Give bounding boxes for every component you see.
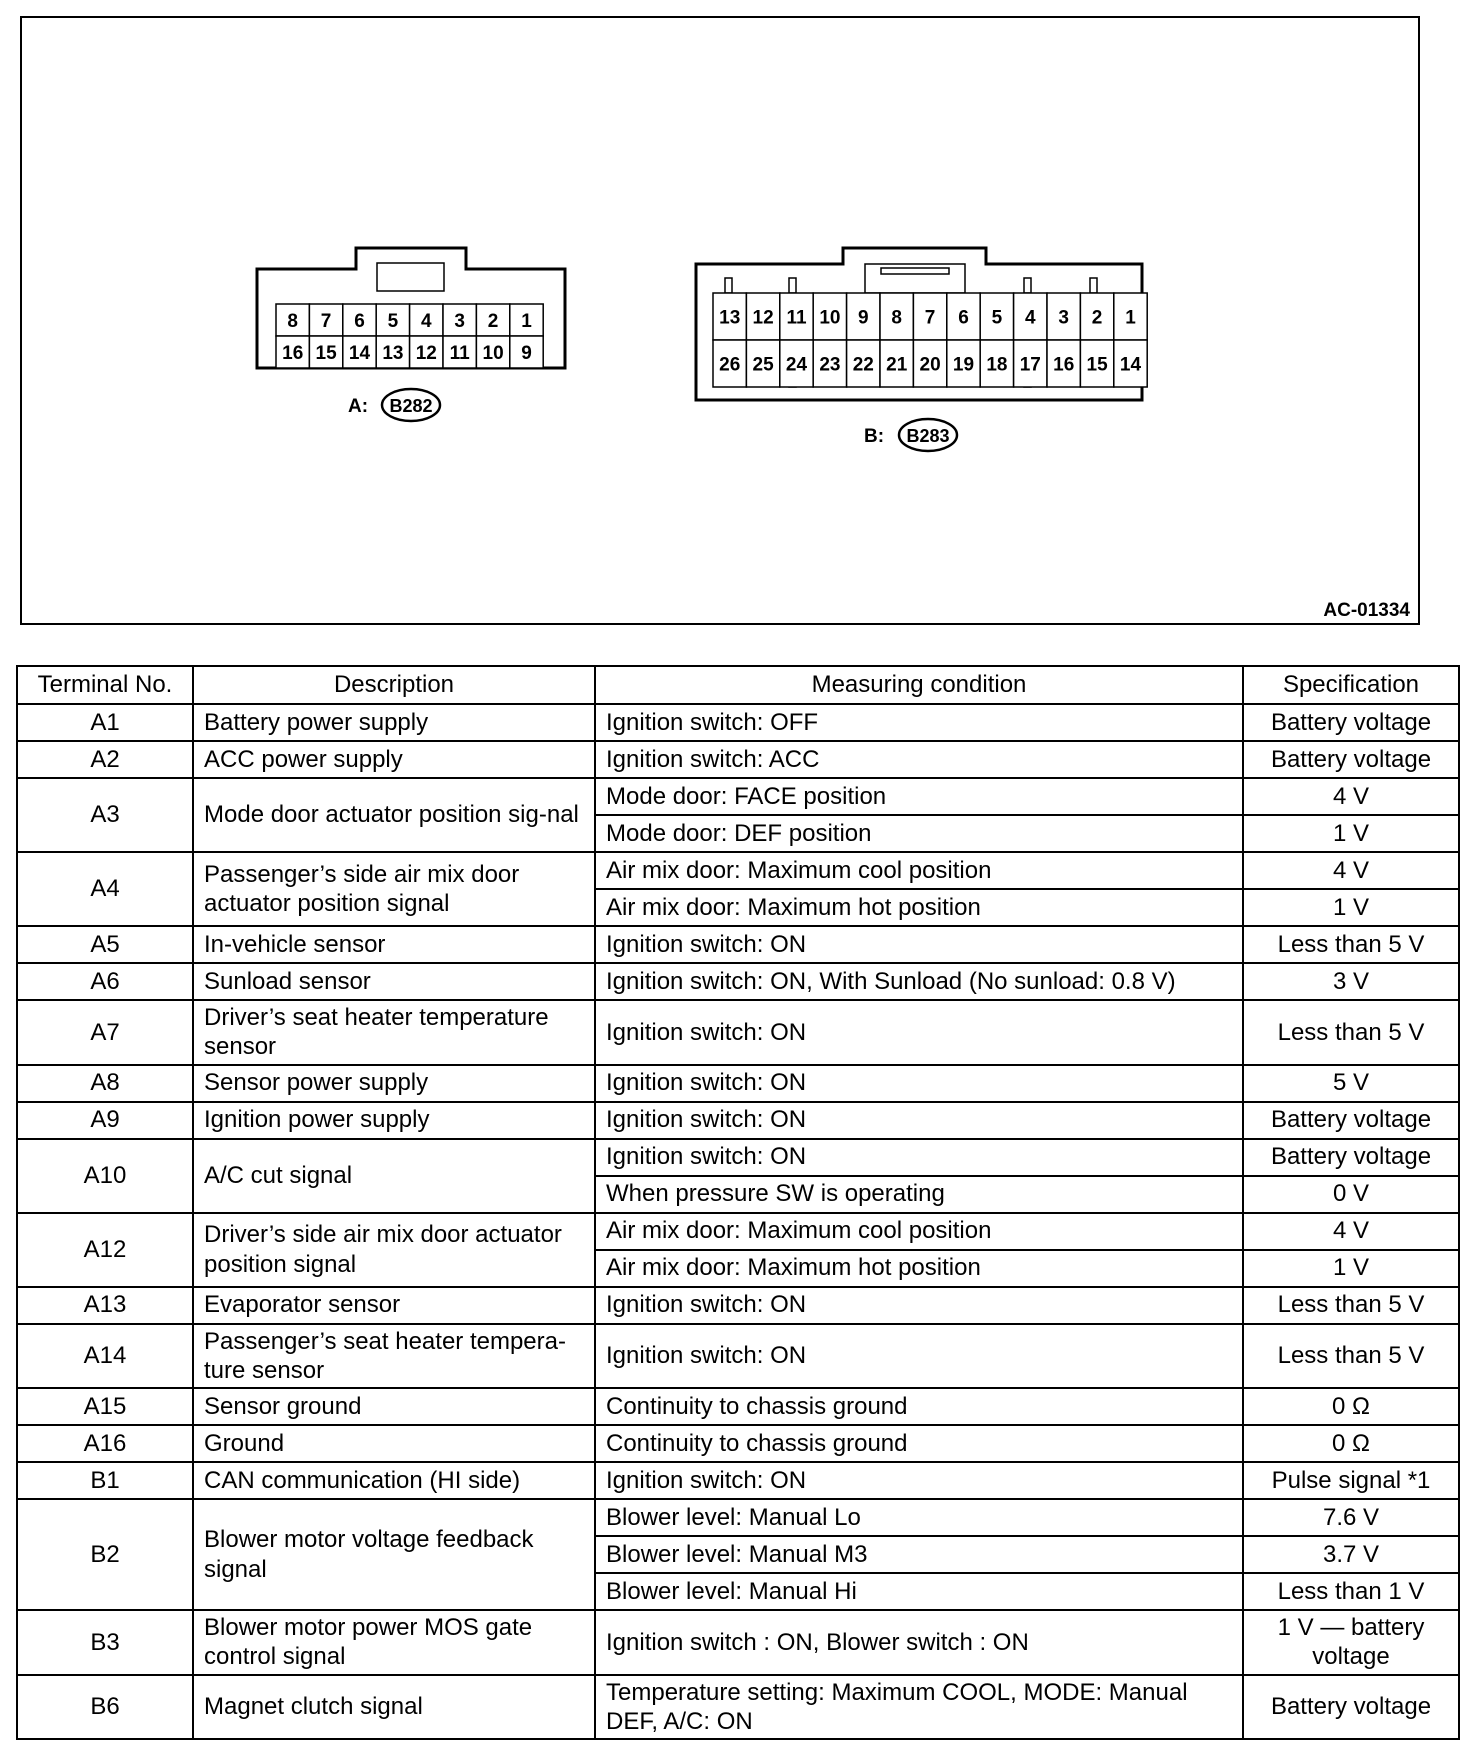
pin-number: 20 — [919, 354, 941, 376]
pin-number: 13 — [719, 307, 741, 329]
pin-number: 7 — [924, 307, 936, 329]
measuring-condition-cell: Air mix door: Maximum cool position — [595, 1213, 1243, 1250]
measuring-condition-cell: Ignition switch: ON — [595, 1139, 1243, 1176]
table-row — [17, 1213, 1459, 1250]
table-body — [17, 704, 1459, 1739]
figure-id: AC-01334 — [1323, 600, 1410, 621]
measuring-condition-cell: Air mix door: Maximum hot position — [595, 1250, 1243, 1287]
terminal-no-cell: A3 — [17, 778, 193, 852]
pin-number: 5 — [991, 307, 1003, 329]
measuring-condition-cell: Ignition switch: ON — [595, 1462, 1243, 1499]
table-row — [17, 1610, 1459, 1675]
pin-number: 11 — [786, 307, 807, 329]
terminal-no-cell: A6 — [17, 963, 193, 1000]
description-cell: Sensor ground — [193, 1388, 595, 1425]
pin-number: 15 — [1086, 354, 1108, 376]
specification-cell: Less than 5 V — [1243, 1287, 1459, 1324]
description-cell: A/C cut signal — [193, 1139, 595, 1213]
pin-number: 2 — [487, 311, 499, 332]
specification-cell: 1 V — [1243, 889, 1459, 926]
pin-number: 16 — [282, 343, 304, 364]
pin-number: 7 — [320, 311, 332, 332]
terminal-no-cell: A5 — [17, 926, 193, 963]
table-row — [17, 1675, 1459, 1740]
pin-number: 3 — [1058, 307, 1069, 329]
specification-cell: 5 V — [1243, 1065, 1459, 1102]
measuring-condition-cell: Ignition switch: OFF — [595, 704, 1243, 741]
measuring-condition-cell: Continuity to chassis ground — [595, 1425, 1243, 1462]
pin-number: 9 — [858, 307, 869, 329]
terminal-no-cell: A16 — [17, 1425, 193, 1462]
measuring-condition-cell: Ignition switch: ON — [595, 1324, 1243, 1389]
specification-cell: Battery voltage — [1243, 1675, 1459, 1740]
pin-number: 6 — [958, 307, 969, 329]
header-measuring-condition: Measuring condition — [595, 666, 1243, 704]
terminal-no-cell: A14 — [17, 1324, 193, 1389]
table-row — [17, 1324, 1459, 1389]
terminal-no-cell: A7 — [17, 1000, 193, 1065]
connector-a-latch — [377, 263, 444, 291]
measuring-condition-cell: Blower level: Manual Lo — [595, 1499, 1243, 1536]
pin-number: 10 — [482, 343, 504, 364]
pin-number: 4 — [421, 311, 432, 332]
pin-number: 14 — [1119, 354, 1142, 376]
specification-cell: Battery voltage — [1243, 741, 1459, 778]
table-header-row — [17, 666, 1459, 704]
measuring-condition-cell: Ignition switch : ON, Blower switch : ON — [595, 1610, 1243, 1675]
table-row — [17, 1139, 1459, 1176]
terminal-no-cell: A8 — [17, 1065, 193, 1102]
specification-cell: 7.6 V — [1243, 1499, 1459, 1536]
measuring-condition-cell: Ignition switch: ON, With Sunload (No sunload: 0.8 V) — [595, 963, 1243, 1000]
connector-b-latch-bar — [881, 268, 949, 274]
table-row — [17, 741, 1459, 778]
measuring-condition-cell: Ignition switch: ON — [595, 1065, 1243, 1102]
measuring-condition-cell: Mode door: FACE position — [595, 778, 1243, 815]
terminal-no-cell: A10 — [17, 1139, 193, 1213]
table-row — [17, 963, 1459, 1000]
measuring-condition-cell: Ignition switch: ACC — [595, 741, 1243, 778]
terminal-no-cell: B6 — [17, 1675, 193, 1740]
description-cell: Evaporator sensor — [193, 1287, 595, 1324]
table-row — [17, 1287, 1459, 1324]
header-description: Description — [193, 666, 595, 704]
specification-cell: 1 V — battery voltage — [1243, 1610, 1459, 1675]
measuring-condition-cell: Mode door: DEF position — [595, 815, 1243, 852]
pin-number: 6 — [354, 311, 365, 332]
specification-cell: 4 V — [1243, 1213, 1459, 1250]
pin-number: 24 — [785, 354, 808, 376]
pin-number: 25 — [752, 354, 774, 376]
table-row — [17, 1102, 1459, 1139]
terminal-no-cell: A4 — [17, 852, 193, 926]
pin-number: 26 — [719, 354, 741, 376]
description-cell: Mode door actuator position sig-nal — [193, 778, 595, 852]
description-cell: Ground — [193, 1425, 595, 1462]
table-row — [17, 1000, 1459, 1065]
specification-cell: 1 V — [1243, 1250, 1459, 1287]
connector-diagram — [20, 16, 1420, 626]
pin-number: 9 — [521, 343, 532, 364]
pin-number: 23 — [819, 354, 841, 376]
pin-number: 11 — [449, 343, 470, 364]
specification-cell: 4 V — [1243, 852, 1459, 889]
terminal-no-cell: B2 — [17, 1499, 193, 1610]
pin-number: 10 — [819, 307, 841, 329]
measuring-condition-cell: Blower level: Manual M3 — [595, 1536, 1243, 1573]
specification-cell: 1 V — [1243, 815, 1459, 852]
connector-b-label: B: — [864, 426, 885, 447]
description-cell: Blower motor voltage feedback signal — [193, 1499, 595, 1610]
pin-number: 8 — [287, 311, 298, 332]
pin-number: 12 — [415, 343, 437, 364]
header-specification: Specification — [1243, 666, 1459, 704]
terminal-no-cell: A2 — [17, 741, 193, 778]
description-cell: Sunload sensor — [193, 963, 595, 1000]
specification-cell: Less than 5 V — [1243, 926, 1459, 963]
table-row — [17, 1388, 1459, 1425]
measuring-condition-cell: Ignition switch: ON — [595, 1102, 1243, 1139]
measuring-condition-cell: Air mix door: Maximum cool position — [595, 852, 1243, 889]
connector-figure — [20, 16, 1420, 626]
description-cell: Magnet clutch signal — [193, 1675, 595, 1740]
specification-cell: Less than 5 V — [1243, 1000, 1459, 1065]
description-cell: CAN communication (HI side) — [193, 1462, 595, 1499]
pin-number: 21 — [886, 354, 908, 376]
table-row — [17, 704, 1459, 741]
pin-number: 14 — [348, 343, 371, 364]
terminal-no-cell: A13 — [17, 1287, 193, 1324]
table-row — [17, 1065, 1459, 1102]
pin-number: 19 — [952, 354, 975, 376]
pin-number: 12 — [752, 307, 774, 329]
description-cell: Driver’s side air mix door actuator position signal — [193, 1213, 595, 1287]
pin-number: 16 — [1053, 354, 1075, 376]
measuring-condition-cell: Ignition switch: ON — [595, 1287, 1243, 1324]
specification-cell: 3.7 V — [1243, 1536, 1459, 1573]
table-row — [17, 778, 1459, 815]
specification-cell: Battery voltage — [1243, 1139, 1459, 1176]
pin-number: 18 — [986, 354, 1008, 376]
measuring-condition-cell: Ignition switch: ON — [595, 926, 1243, 963]
measuring-condition-cell: Air mix door: Maximum hot position — [595, 889, 1243, 926]
table-row — [17, 1499, 1459, 1536]
description-cell: Battery power supply — [193, 704, 595, 741]
table-row — [17, 852, 1459, 889]
connector-a-pins — [276, 304, 543, 368]
connector-b-code: B283 — [906, 426, 950, 446]
measuring-condition-cell: Temperature setting: Maximum COOL, MODE: Manual DEF, A/C: ON — [595, 1675, 1243, 1740]
specification-cell: Battery voltage — [1243, 704, 1459, 741]
specification-cell: 3 V — [1243, 963, 1459, 1000]
description-cell: Sensor power supply — [193, 1065, 595, 1102]
description-cell: In-vehicle sensor — [193, 926, 595, 963]
description-cell: Passenger’s seat heater tempera-ture sensor — [193, 1324, 595, 1389]
measuring-condition-cell: Continuity to chassis ground — [595, 1388, 1243, 1425]
pin-number: 4 — [1025, 307, 1036, 329]
specification-cell: Battery voltage — [1243, 1102, 1459, 1139]
table-row — [17, 1462, 1459, 1499]
specification-cell: Pulse signal *1 — [1243, 1462, 1459, 1499]
specification-cell: 0 Ω — [1243, 1425, 1459, 1462]
measuring-condition-cell: When pressure SW is operating — [595, 1176, 1243, 1213]
terminal-no-cell: A9 — [17, 1102, 193, 1139]
terminal-no-cell: B1 — [17, 1462, 193, 1499]
pin-number: 1 — [1125, 307, 1136, 329]
measuring-condition-cell: Ignition switch: ON — [595, 1000, 1243, 1065]
specification-cell: 0 Ω — [1243, 1388, 1459, 1425]
measuring-condition-cell: Blower level: Manual Hi — [595, 1573, 1243, 1610]
pin-number: 13 — [382, 343, 404, 364]
terminal-no-cell: A1 — [17, 704, 193, 741]
description-cell: Ignition power supply — [193, 1102, 595, 1139]
specification-cell: 4 V — [1243, 778, 1459, 815]
pin-number: 15 — [315, 343, 337, 364]
description-cell: ACC power supply — [193, 741, 595, 778]
connector-a-code: B282 — [389, 396, 433, 416]
table-row — [17, 926, 1459, 963]
pin-number: 8 — [891, 307, 902, 329]
pin-number: 22 — [852, 354, 874, 376]
terminal-no-cell: B3 — [17, 1610, 193, 1675]
terminal-spec-table — [16, 665, 1460, 1740]
terminal-no-cell: A15 — [17, 1388, 193, 1425]
specification-cell: Less than 5 V — [1243, 1324, 1459, 1389]
connector-a-label: A: — [348, 396, 369, 417]
terminal-no-cell: A12 — [17, 1213, 193, 1287]
pin-number: 2 — [1091, 307, 1103, 329]
description-cell: Passenger’s side air mix door actuator position signal — [193, 852, 595, 926]
header-terminal-no: Terminal No. — [17, 666, 193, 704]
pin-number: 3 — [454, 311, 465, 332]
connector-b-pins — [713, 293, 1147, 387]
description-cell: Blower motor power MOS gate control signal — [193, 1610, 595, 1675]
specification-cell: Less than 1 V — [1243, 1573, 1459, 1610]
pin-number: 5 — [387, 311, 399, 332]
table-row — [17, 1425, 1459, 1462]
specification-cell: 0 V — [1243, 1176, 1459, 1213]
description-cell: Driver’s seat heater temperature sensor — [193, 1000, 595, 1065]
pin-number: 1 — [521, 311, 532, 332]
pin-number: 17 — [1019, 354, 1041, 376]
